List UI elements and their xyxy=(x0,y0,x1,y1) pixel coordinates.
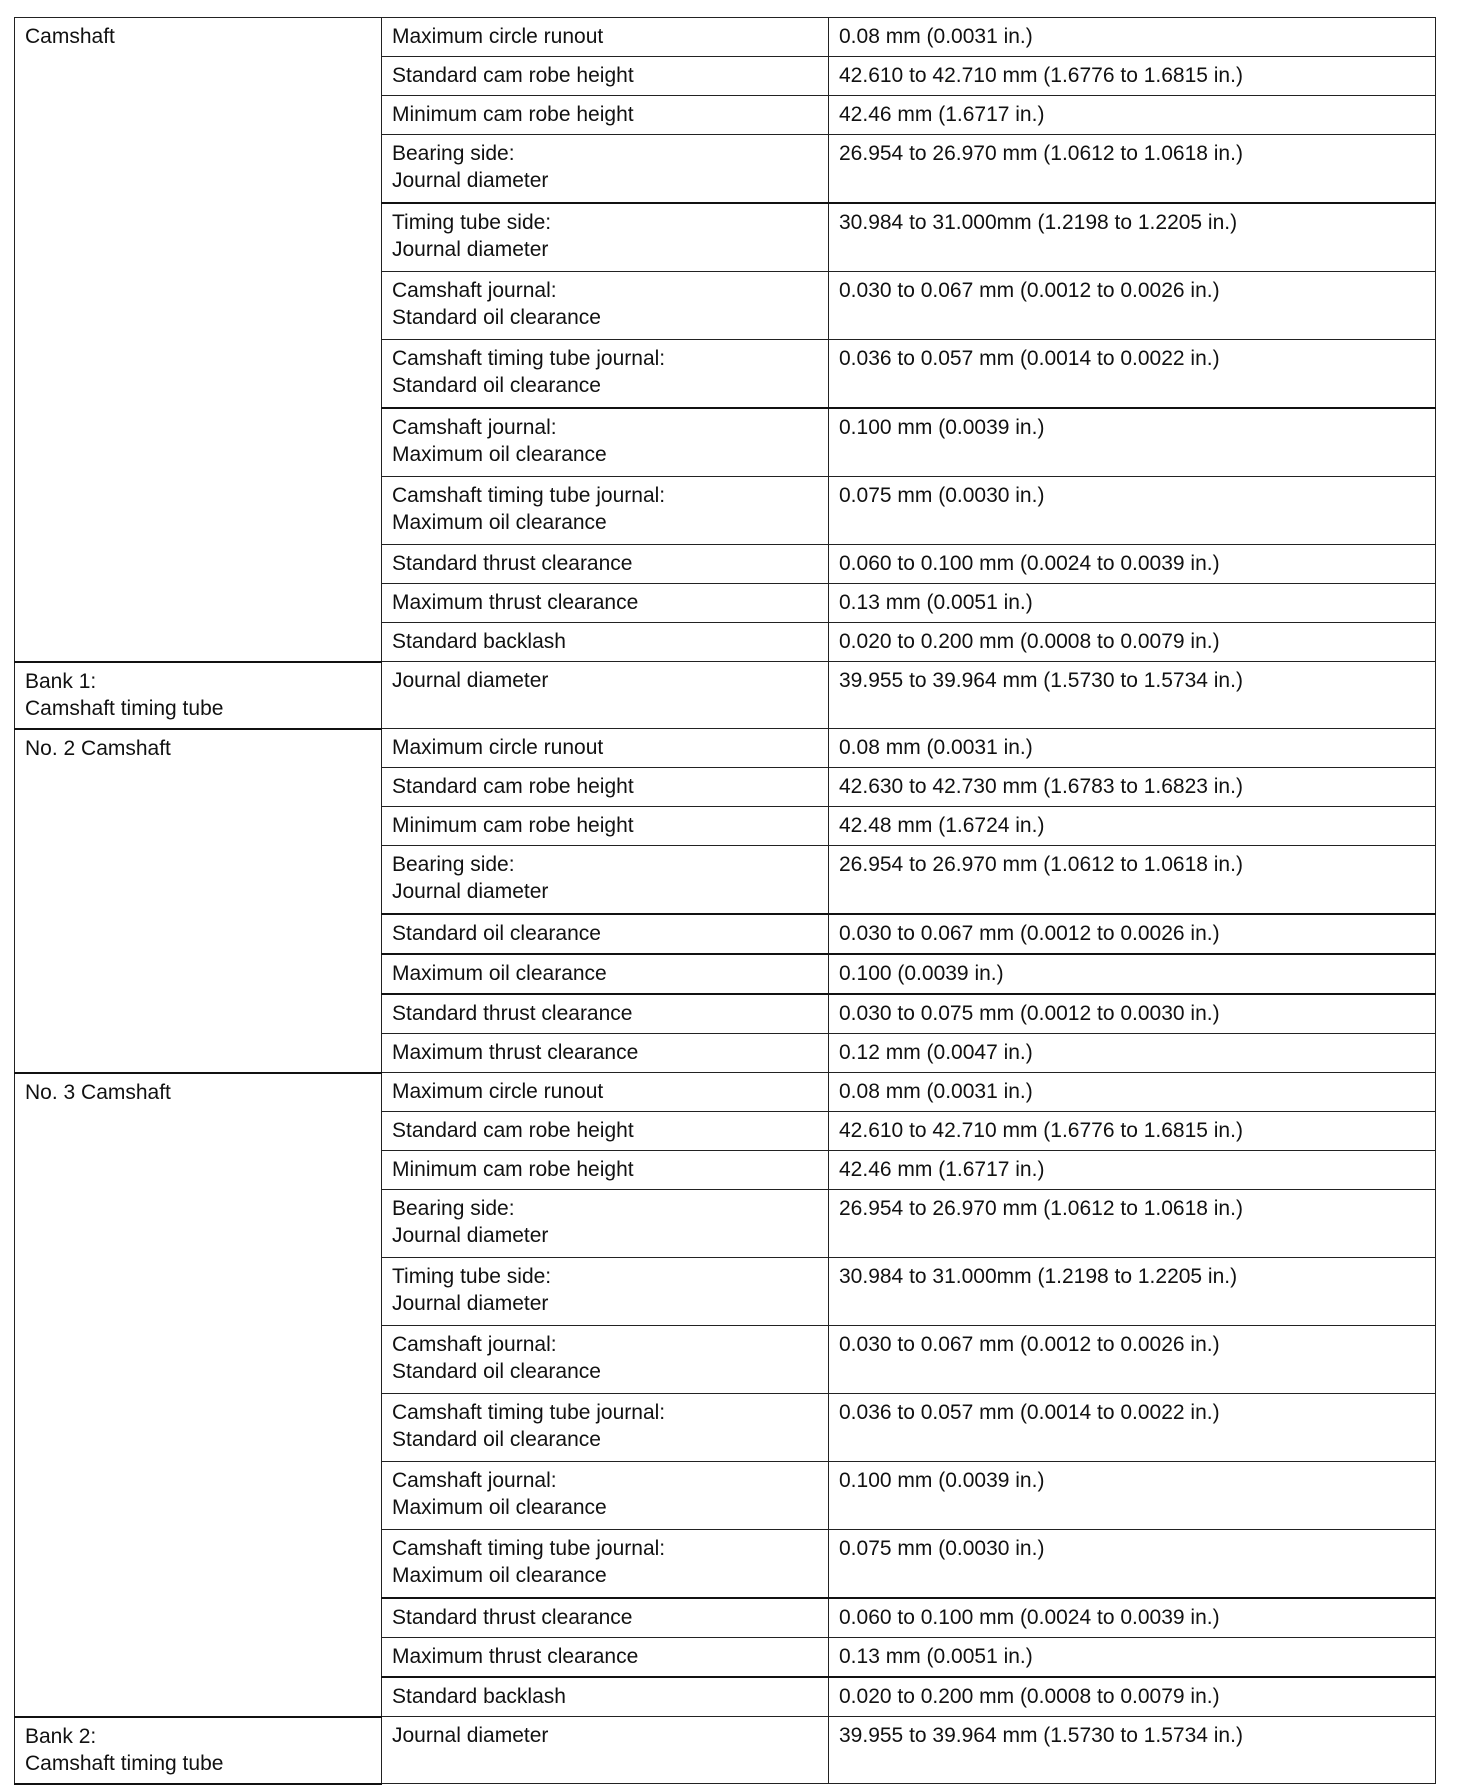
camshaft-spec-table xyxy=(14,17,1436,1785)
parameter-cell xyxy=(382,584,829,623)
specification-value-cell: 42.610 to 42.710 mm (1.6776 to 1.6815 in.) xyxy=(829,57,1436,96)
parameter-label-line: Standard cam robe height xyxy=(392,775,634,798)
parameter-cell xyxy=(382,623,829,662)
parameter-label-line: Camshaft journal: xyxy=(392,416,557,439)
specification-value-cell: 0.075 mm (0.0030 in.) xyxy=(829,1530,1436,1599)
specification-value-cell: 0.100 mm (0.0039 in.) xyxy=(829,1462,1436,1530)
parameter-cell xyxy=(382,768,829,807)
specification-value-cell: 42.46 mm (1.6717 in.) xyxy=(829,96,1436,135)
parameter-label-line: Maximum circle runout xyxy=(392,1080,604,1103)
parameter-cell xyxy=(382,1462,829,1530)
table-row xyxy=(15,729,1436,768)
parameter-label-line: Journal diameter xyxy=(392,669,549,692)
specification-value-cell: 26.954 to 26.970 mm (1.0612 to 1.0618 in.) xyxy=(829,135,1436,204)
parameter-label-line: Camshaft timing tube journal: xyxy=(392,1537,666,1560)
parameter-label-line: Bearing side: xyxy=(392,1197,515,1220)
specification-value-cell: 26.954 to 26.970 mm (1.0612 to 1.0618 in.) xyxy=(829,1190,1436,1258)
parameter-cell xyxy=(382,1190,829,1258)
parameter-label-line: Maximum oil clearance xyxy=(392,962,607,985)
parameter-cell xyxy=(382,954,829,994)
parameter-label-line: Maximum oil clearance xyxy=(392,443,607,466)
parameter-label-line: Standard oil clearance xyxy=(392,374,601,397)
parameter-label-line: Maximum oil clearance xyxy=(392,1496,607,1519)
parameter-cell xyxy=(382,272,829,340)
parameter-label-line: Bearing side: xyxy=(392,142,515,165)
parameter-label-line: Standard cam robe height xyxy=(392,1119,634,1142)
parameter-cell xyxy=(382,1151,829,1190)
specification-value-cell: 0.030 to 0.067 mm (0.0012 to 0.0026 in.) xyxy=(829,914,1436,954)
parameter-label-line: Maximum thrust clearance xyxy=(392,1645,639,1668)
component-name-cell xyxy=(15,662,382,729)
specification-value-cell: 39.955 to 39.964 mm (1.5730 to 1.5734 in.) xyxy=(829,1717,1436,1784)
parameter-cell xyxy=(382,1034,829,1073)
parameter-label-line: Standard cam robe height xyxy=(392,64,634,87)
component-name-line: Bank 1: xyxy=(25,669,97,693)
parameter-cell xyxy=(382,1530,829,1599)
parameter-cell xyxy=(382,203,829,272)
specification-value-cell: 0.08 mm (0.0031 in.) xyxy=(829,729,1436,768)
parameter-label-line: Maximum thrust clearance xyxy=(392,1041,639,1064)
parameter-cell xyxy=(382,914,829,954)
specification-value-cell: 0.036 to 0.057 mm (0.0014 to 0.0022 in.) xyxy=(829,1394,1436,1462)
parameter-label-line: Timing tube side: xyxy=(392,211,552,234)
specification-value-cell: 0.13 mm (0.0051 in.) xyxy=(829,1638,1436,1678)
parameter-label-line: Bearing side: xyxy=(392,853,515,876)
parameter-cell xyxy=(382,1073,829,1112)
parameter-label-line: Camshaft timing tube journal: xyxy=(392,484,666,507)
parameter-cell xyxy=(382,807,829,846)
specification-value-cell: 0.13 mm (0.0051 in.) xyxy=(829,584,1436,623)
parameter-label-line: Minimum cam robe height xyxy=(392,1158,634,1181)
specification-value-cell: 0.030 to 0.075 mm (0.0012 to 0.0030 in.) xyxy=(829,994,1436,1034)
parameter-cell xyxy=(382,477,829,545)
parameter-label-line: Journal diameter xyxy=(392,238,549,261)
parameter-label-line: Journal diameter xyxy=(392,880,549,903)
specification-value-cell: 0.030 to 0.067 mm (0.0012 to 0.0026 in.) xyxy=(829,272,1436,340)
parameter-label-line: Journal diameter xyxy=(392,1724,549,1747)
parameter-cell xyxy=(382,96,829,135)
parameter-cell xyxy=(382,545,829,584)
parameter-label-line: Standard thrust clearance xyxy=(392,552,633,575)
specification-value-cell: 0.020 to 0.200 mm (0.0008 to 0.0079 in.) xyxy=(829,1677,1436,1717)
component-name-line: Camshaft timing tube xyxy=(25,696,224,720)
specification-value-cell: 26.954 to 26.970 mm (1.0612 to 1.0618 in.) xyxy=(829,846,1436,915)
parameter-label-line: Maximum circle runout xyxy=(392,25,604,48)
table-row xyxy=(15,18,1436,57)
table-row xyxy=(15,1073,1436,1112)
parameter-label-line: Maximum thrust clearance xyxy=(392,591,639,614)
parameter-cell xyxy=(382,1638,829,1678)
parameter-cell xyxy=(382,662,829,729)
specification-value-cell: 30.984 to 31.000mm (1.2198 to 1.2205 in.) xyxy=(829,1258,1436,1326)
parameter-cell xyxy=(382,1258,829,1326)
parameter-label-line: Standard backlash xyxy=(392,1685,566,1708)
parameter-cell xyxy=(382,1598,829,1638)
parameter-label-line: Minimum cam robe height xyxy=(392,103,634,126)
parameter-label-line: Camshaft timing tube journal: xyxy=(392,347,666,370)
component-name-line: No. 2 Camshaft xyxy=(25,736,171,760)
parameter-cell xyxy=(382,1394,829,1462)
specification-value-cell: 0.075 mm (0.0030 in.) xyxy=(829,477,1436,545)
specification-value-cell: 42.46 mm (1.6717 in.) xyxy=(829,1151,1436,1190)
parameter-label-line: Journal diameter xyxy=(392,1292,549,1315)
specification-value-cell: 39.955 to 39.964 mm (1.5730 to 1.5734 in.) xyxy=(829,662,1436,729)
specification-value-cell: 0.100 mm (0.0039 in.) xyxy=(829,408,1436,477)
parameter-label-line: Standard oil clearance xyxy=(392,1360,601,1383)
parameter-cell xyxy=(382,340,829,409)
parameter-cell xyxy=(382,729,829,768)
component-name-cell xyxy=(15,1073,382,1717)
component-name-line: No. 3 Camshaft xyxy=(25,1080,171,1104)
component-name-line: Camshaft xyxy=(25,25,115,48)
parameter-cell xyxy=(382,1717,829,1784)
specification-value-cell: 0.08 mm (0.0031 in.) xyxy=(829,1073,1436,1112)
specification-value-cell: 0.030 to 0.067 mm (0.0012 to 0.0026 in.) xyxy=(829,1326,1436,1394)
parameter-label-line: Timing tube side: xyxy=(392,1265,552,1288)
specification-value-cell: 0.100 (0.0039 in.) xyxy=(829,954,1436,994)
table-row xyxy=(15,662,1436,729)
component-name-line: Camshaft timing tube xyxy=(25,1751,224,1775)
specification-value-cell: 0.060 to 0.100 mm (0.0024 to 0.0039 in.) xyxy=(829,1598,1436,1638)
table-row xyxy=(15,1717,1436,1784)
component-name-line: Bank 2: xyxy=(25,1724,97,1748)
parameter-label-line: Standard oil clearance xyxy=(392,922,601,945)
parameter-cell xyxy=(382,1112,829,1151)
component-name-cell xyxy=(15,729,382,1073)
parameter-label-line: Camshaft journal: xyxy=(392,1469,557,1492)
parameter-label-line: Standard thrust clearance xyxy=(392,1606,633,1629)
parameter-cell xyxy=(382,994,829,1034)
specification-value-cell: 42.610 to 42.710 mm (1.6776 to 1.6815 in.) xyxy=(829,1112,1436,1151)
parameter-cell xyxy=(382,1677,829,1717)
parameter-cell xyxy=(382,846,829,915)
parameter-label-line: Standard thrust clearance xyxy=(392,1002,633,1025)
specification-value-cell: 0.060 to 0.100 mm (0.0024 to 0.0039 in.) xyxy=(829,545,1436,584)
parameter-label-line: Camshaft journal: xyxy=(392,279,557,302)
parameter-label-line: Standard backlash xyxy=(392,630,566,653)
specification-value-cell: 0.12 mm (0.0047 in.) xyxy=(829,1034,1436,1073)
specification-value-cell: 42.630 to 42.730 mm (1.6783 to 1.6823 in.) xyxy=(829,768,1436,807)
specification-value-cell: 42.48 mm (1.6724 in.) xyxy=(829,807,1436,846)
specification-value-cell: 0.036 to 0.057 mm (0.0014 to 0.0022 in.) xyxy=(829,340,1436,409)
component-name-cell xyxy=(15,1717,382,1784)
parameter-label-line: Journal diameter xyxy=(392,169,549,192)
parameter-cell xyxy=(382,57,829,96)
parameter-label-line: Camshaft journal: xyxy=(392,1333,557,1356)
parameter-cell xyxy=(382,408,829,477)
parameter-label-line: Standard oil clearance xyxy=(392,306,601,329)
parameter-label-line: Maximum circle runout xyxy=(392,736,604,759)
specification-value-cell: 30.984 to 31.000mm (1.2198 to 1.2205 in.) xyxy=(829,203,1436,272)
parameter-cell xyxy=(382,1326,829,1394)
parameter-label-line: Standard oil clearance xyxy=(392,1428,601,1451)
component-name-cell xyxy=(15,18,382,662)
parameter-label-line: Camshaft timing tube journal: xyxy=(392,1401,666,1424)
parameter-label-line: Maximum oil clearance xyxy=(392,1564,607,1587)
parameter-label-line: Journal diameter xyxy=(392,1224,549,1247)
parameter-label-line: Minimum cam robe height xyxy=(392,814,634,837)
parameter-label-line: Maximum oil clearance xyxy=(392,511,607,534)
specification-value-cell: 0.08 mm (0.0031 in.) xyxy=(829,18,1436,57)
spec-table-body xyxy=(15,18,1436,1784)
parameter-cell xyxy=(382,135,829,204)
parameter-cell xyxy=(382,18,829,57)
specification-value-cell: 0.020 to 0.200 mm (0.0008 to 0.0079 in.) xyxy=(829,623,1436,662)
